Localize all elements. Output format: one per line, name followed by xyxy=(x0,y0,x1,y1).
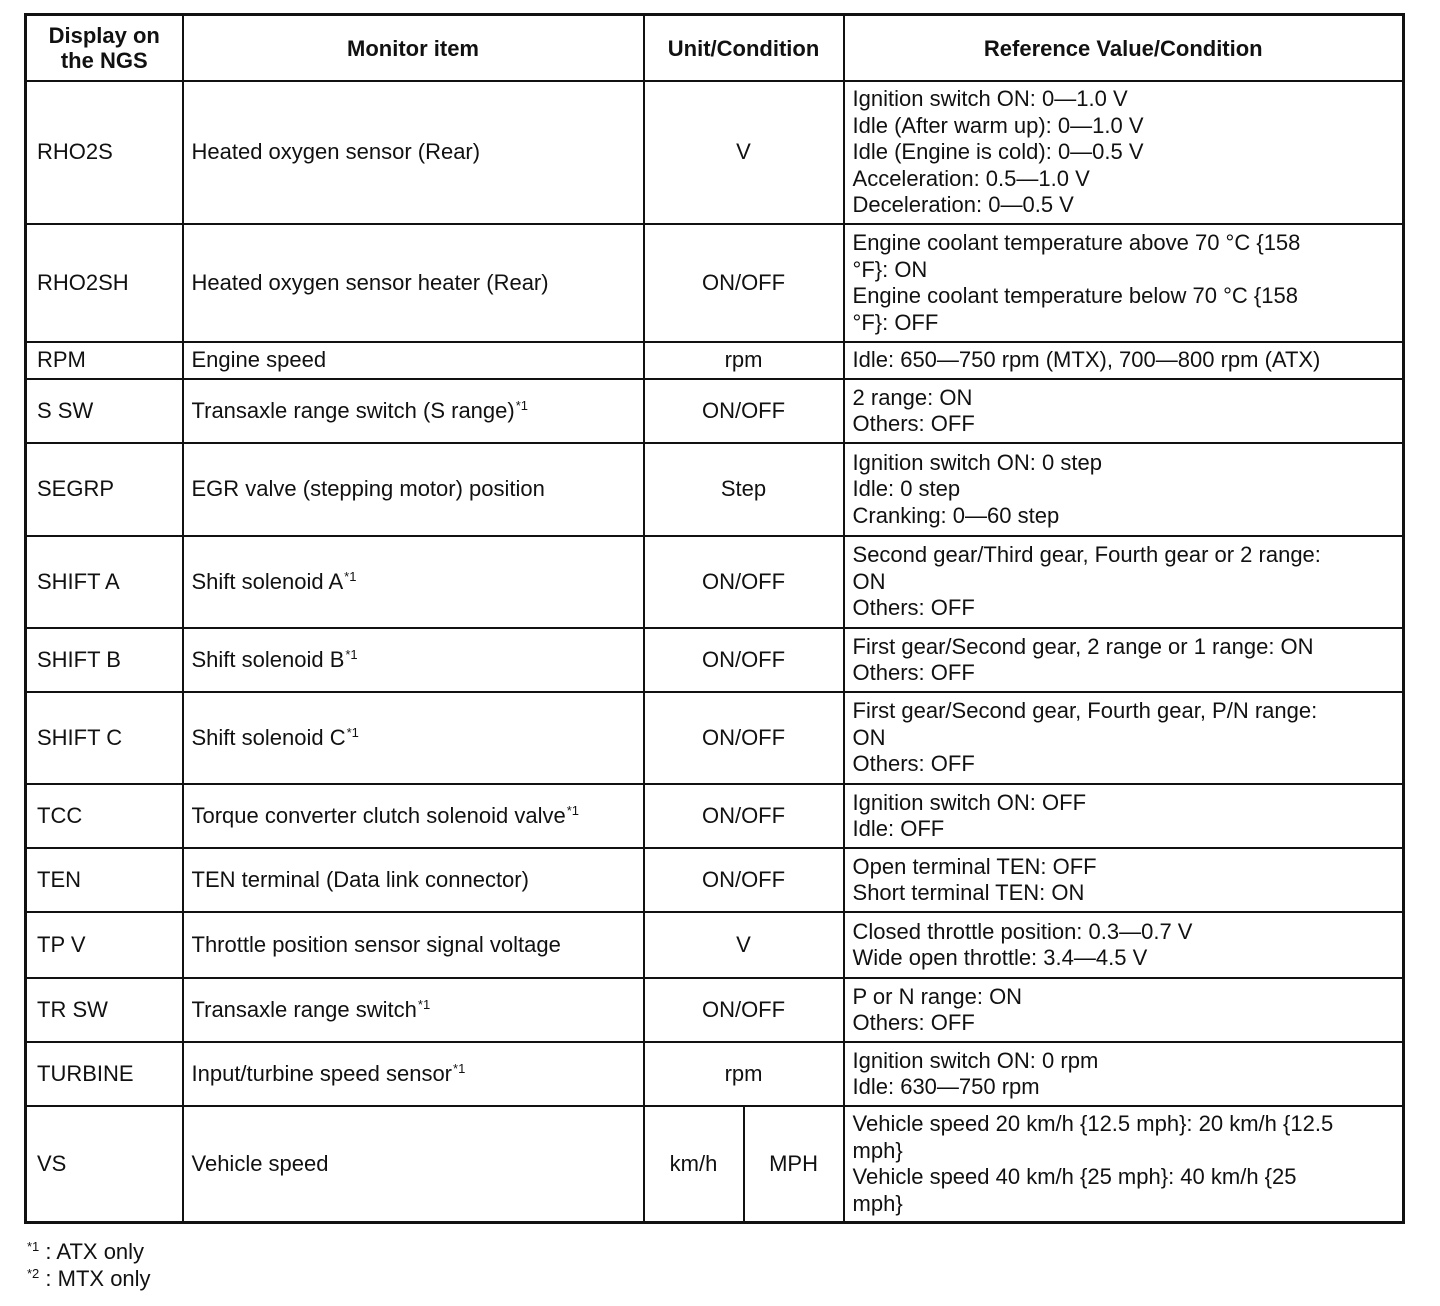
footnote-ref: *1 xyxy=(344,568,357,584)
monitor-table xyxy=(24,13,1405,1224)
cell-unit: ON/OFF xyxy=(644,848,844,912)
reference-line: Idle: 630—750 rpm xyxy=(852,1074,1040,1099)
table-row xyxy=(26,978,1404,1042)
reference-line: Wide open throttle: 3.4—4.5 V xyxy=(852,945,1148,970)
reference-line: Others: OFF xyxy=(852,751,975,777)
cell-monitor: Vehicle speed xyxy=(183,1106,644,1223)
table-row xyxy=(26,224,1404,342)
cell-unit: Step xyxy=(644,443,844,536)
reference-line: Engine coolant temperature below 70 °C {158 xyxy=(852,283,1298,308)
footnote-ref: *1 xyxy=(453,1060,466,1076)
footnote-ref: *1 xyxy=(417,996,431,1012)
cell-unit: ON/OFF xyxy=(644,784,844,848)
reference-line: Engine coolant temperature above 70 °C {158 xyxy=(852,230,1301,255)
header-display: Display on the NGS xyxy=(26,15,183,82)
cell-monitor xyxy=(183,1042,644,1106)
cell-display: TR SW xyxy=(26,978,183,1042)
monitor-text: EGR valve (stepping motor) position xyxy=(191,476,545,502)
table-row xyxy=(26,342,1404,379)
reference-line: mph} xyxy=(852,1137,903,1163)
reference-line: Others: OFF xyxy=(852,411,975,436)
cell-monitor xyxy=(183,443,644,536)
cell-display: TEN xyxy=(26,848,183,912)
cell-unit: rpm xyxy=(644,1042,844,1106)
table-header-row xyxy=(26,15,1404,82)
reference-line: Ignition switch ON: 0 rpm xyxy=(852,1047,1099,1073)
footnote-ref: *1 xyxy=(566,802,580,818)
reference-line: Ignition switch ON: 0—1.0 V xyxy=(852,86,1128,112)
cell-unit: ON/OFF xyxy=(644,692,844,784)
cell-display: SHIFT C xyxy=(26,692,183,784)
reference-line: °F}: ON xyxy=(852,256,928,282)
cell-monitor xyxy=(183,379,644,443)
monitor-text: Shift solenoid A xyxy=(191,568,344,594)
cell-monitor xyxy=(183,536,644,628)
monitor-text: Engine speed xyxy=(191,347,327,373)
cell-display: RHO2S xyxy=(26,81,183,224)
header-unit: Unit/Condition xyxy=(644,15,844,82)
footnote-ref: *1 xyxy=(346,724,359,740)
cell-display: VS xyxy=(26,1106,183,1223)
reference-line: Deceleration: 0—0.5 V xyxy=(852,192,1074,218)
cell-reference xyxy=(844,628,1404,692)
cell-monitor xyxy=(183,224,644,342)
monitor-text: Shift solenoid B xyxy=(191,646,345,672)
cell-reference xyxy=(844,224,1404,342)
cell-display: RPM xyxy=(26,342,183,379)
cell-display: TURBINE xyxy=(26,1042,183,1106)
monitor-text: Transaxle range switch xyxy=(191,996,417,1022)
monitor-text: Input/turbine speed sensor xyxy=(191,1060,453,1086)
cell-display: SEGRP xyxy=(26,443,183,536)
reference-line: Ignition switch ON: 0 step xyxy=(852,449,1102,475)
cell-reference xyxy=(844,978,1404,1042)
reference-line: Idle (After warm up): 0—1.0 V xyxy=(852,112,1144,138)
cell-reference xyxy=(844,784,1404,848)
reference-line: Acceleration: 0.5—1.0 V xyxy=(852,165,1090,191)
reference-line: Idle: 650—750 rpm (MTX), 700—800 rpm (ATX) xyxy=(852,347,1321,373)
reference-line: First gear/Second gear, Fourth gear, P/N range: xyxy=(852,698,1318,724)
table-row xyxy=(26,1042,1404,1106)
cell-monitor xyxy=(183,912,644,978)
reference-line: ON xyxy=(852,724,886,750)
cell-monitor xyxy=(183,784,644,848)
reference-line: Others: OFF xyxy=(852,595,975,621)
reference-line: P or N range: ON xyxy=(852,983,1023,1009)
reference-line: °F}: OFF xyxy=(852,309,939,335)
reference-line: 2 range: ON xyxy=(852,384,973,410)
reference-line: Open terminal TEN: OFF xyxy=(852,853,1097,879)
cell-reference xyxy=(844,379,1404,443)
footnote-ref: *1 xyxy=(345,646,358,662)
cell-unit: ON/OFF xyxy=(644,379,844,443)
reference-line: Cranking: 0—60 step xyxy=(852,502,1060,528)
cell-monitor xyxy=(183,848,644,912)
table-row xyxy=(26,628,1404,692)
cell-unit: rpm xyxy=(644,342,844,379)
footnote xyxy=(26,1239,144,1265)
reference-line: Idle: 0 step xyxy=(852,476,961,502)
reference-line: Second gear/Third gear, Fourth gear or 2 range: xyxy=(852,542,1321,568)
reference-line: Idle (Engine is cold): 0—0.5 V xyxy=(852,139,1144,165)
footnote-mark: *1 xyxy=(27,1239,40,1254)
cell-reference xyxy=(844,443,1404,536)
monitor-text: Throttle position sensor signal voltage xyxy=(191,931,561,957)
reference-line: Closed throttle position: 0.3—0.7 V xyxy=(852,918,1193,944)
reference-line: Vehicle speed 40 km/h {25 mph}: 40 km/h {25 xyxy=(852,1164,1297,1189)
cell-display: S SW xyxy=(26,379,183,443)
cell-reference xyxy=(844,692,1404,784)
table-row xyxy=(26,912,1404,978)
monitor-text: Shift solenoid C xyxy=(191,724,346,750)
table-row xyxy=(26,1106,1404,1223)
footnote xyxy=(26,1266,151,1292)
cell-display: TP V xyxy=(26,912,183,978)
cell-reference xyxy=(844,912,1404,978)
cell-reference xyxy=(844,848,1404,912)
header-reference: Reference Value/Condition xyxy=(844,15,1404,82)
cell-unit: ON/OFF xyxy=(644,224,844,342)
reference-line: Others: OFF xyxy=(852,660,975,685)
monitor-text: Transaxle range switch (S range) xyxy=(191,397,515,423)
cell-reference xyxy=(844,1042,1404,1106)
monitor-text: TEN terminal (Data link connector) xyxy=(191,866,529,892)
table-row xyxy=(26,692,1404,784)
reference-line: Short terminal TEN: ON xyxy=(852,880,1085,905)
reference-line: mph} xyxy=(852,1190,903,1216)
reference-line: ON xyxy=(852,568,886,594)
reference-line: Ignition switch ON: OFF xyxy=(852,789,1087,815)
cell-reference xyxy=(844,1106,1404,1223)
table-row xyxy=(26,784,1404,848)
cell-unit: V xyxy=(644,912,844,978)
reference-line: Vehicle speed 20 km/h {12.5 mph}: 20 km/h {12.5 xyxy=(852,1111,1334,1136)
cell-monitor xyxy=(183,978,644,1042)
cell-monitor xyxy=(183,692,644,784)
footnote-ref: *1 xyxy=(515,397,529,413)
reference-line: Idle: OFF xyxy=(852,816,945,841)
table-row xyxy=(26,848,1404,912)
header-monitor: Monitor item xyxy=(183,15,644,82)
cell-display: SHIFT A xyxy=(26,536,183,628)
cell-display: RHO2SH xyxy=(26,224,183,342)
monitor-text: Torque converter clutch solenoid valve xyxy=(191,802,566,828)
table-row xyxy=(26,536,1404,628)
table-row xyxy=(26,379,1404,443)
table-row xyxy=(26,81,1404,224)
cell-monitor xyxy=(183,81,644,224)
cell-unit-mph: MPH xyxy=(744,1106,844,1223)
table-row xyxy=(26,443,1404,536)
cell-unit: V xyxy=(644,81,844,224)
footnote-mark: *2 xyxy=(27,1266,40,1281)
footnote-text: : MTX only xyxy=(45,1266,151,1291)
cell-display: SHIFT B xyxy=(26,628,183,692)
reference-line: First gear/Second gear, 2 range or 1 range: ON xyxy=(852,633,1314,659)
cell-reference xyxy=(844,342,1404,379)
cell-unit: ON/OFF xyxy=(644,978,844,1042)
cell-unit: ON/OFF xyxy=(644,628,844,692)
cell-unit-kmh: km/h xyxy=(644,1106,744,1223)
cell-unit: ON/OFF xyxy=(644,536,844,628)
cell-monitor xyxy=(183,628,644,692)
reference-line: Others: OFF xyxy=(852,1010,975,1035)
cell-monitor xyxy=(183,342,644,379)
monitor-text: Heated oxygen sensor (Rear) xyxy=(191,139,481,165)
monitor-text: Heated oxygen sensor heater (Rear) xyxy=(191,269,549,295)
cell-reference xyxy=(844,536,1404,628)
cell-reference xyxy=(844,81,1404,224)
cell-display: TCC xyxy=(26,784,183,848)
footnote-text: : ATX only xyxy=(45,1239,145,1264)
